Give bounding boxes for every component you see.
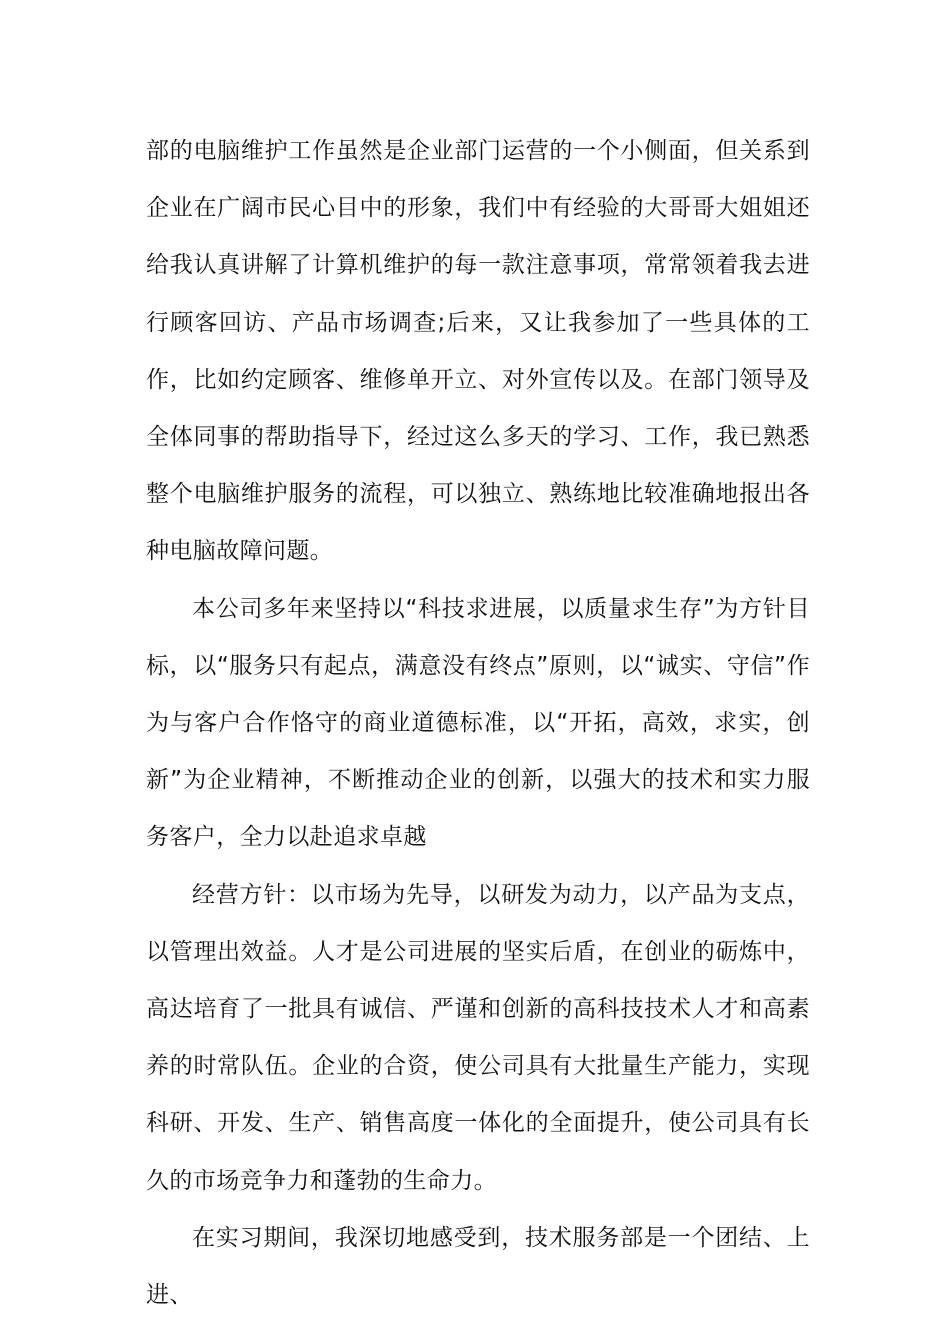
paragraph-company-policy: 本公司多年来坚持以“科技求进展，以质量求生存”为方针目标，以“服务只有起点，满意没有终点”原则，以“诚实、守信”作为与客户合作恪守的商业道德标准，以“开拓，高效，求实，创新”为企业精神，不断推动企业的创新，以强大的技术和实力服务客户，全力以赴追求卓越	[146, 595, 810, 851]
paragraph-business-policy: 经营方针：以市场为先导，以研发为动力，以产品为支点，以管理出效益。人才是公司进展的坚实后盾，在创业的砺炼中，高达培育了一批具有诚信、严谨和创新的高科技技术人才和高素养的时常队伍。企业的合资，使公司具有大批量生产能力，实现科研、开发、生产、销售高度一体化的全面提升，使公司具有长久的市场竞争力和蓬勃的生命力。	[146, 881, 810, 1194]
document-body	[146, 123, 810, 1324]
paragraph-internship-feelings: 在实习期间，我深切地感受到，技术服务部是一个团结、上进、	[146, 1224, 810, 1309]
paragraph-maintenance-training: 部的电脑维护工作虽然是企业部门运营的一个小侧面，但关系到企业在广阔市民心目中的形象，我们中有经验的大哥哥大姐姐还给我认真讲解了计算机维护的每一款注意事项，常常领着我去进行顾客回访、产品市场调查;后来，又让我参加了一些具体的工作，比如约定顾客、维修单开立、对外宣传以及。在部门领导及全体同事的帮助指导下，经过这么多天的学习、工作，我已熟悉整个电脑维护服务的流程，可以独立、熟练地比较准确地报出各种电脑故障问题。	[146, 138, 810, 565]
